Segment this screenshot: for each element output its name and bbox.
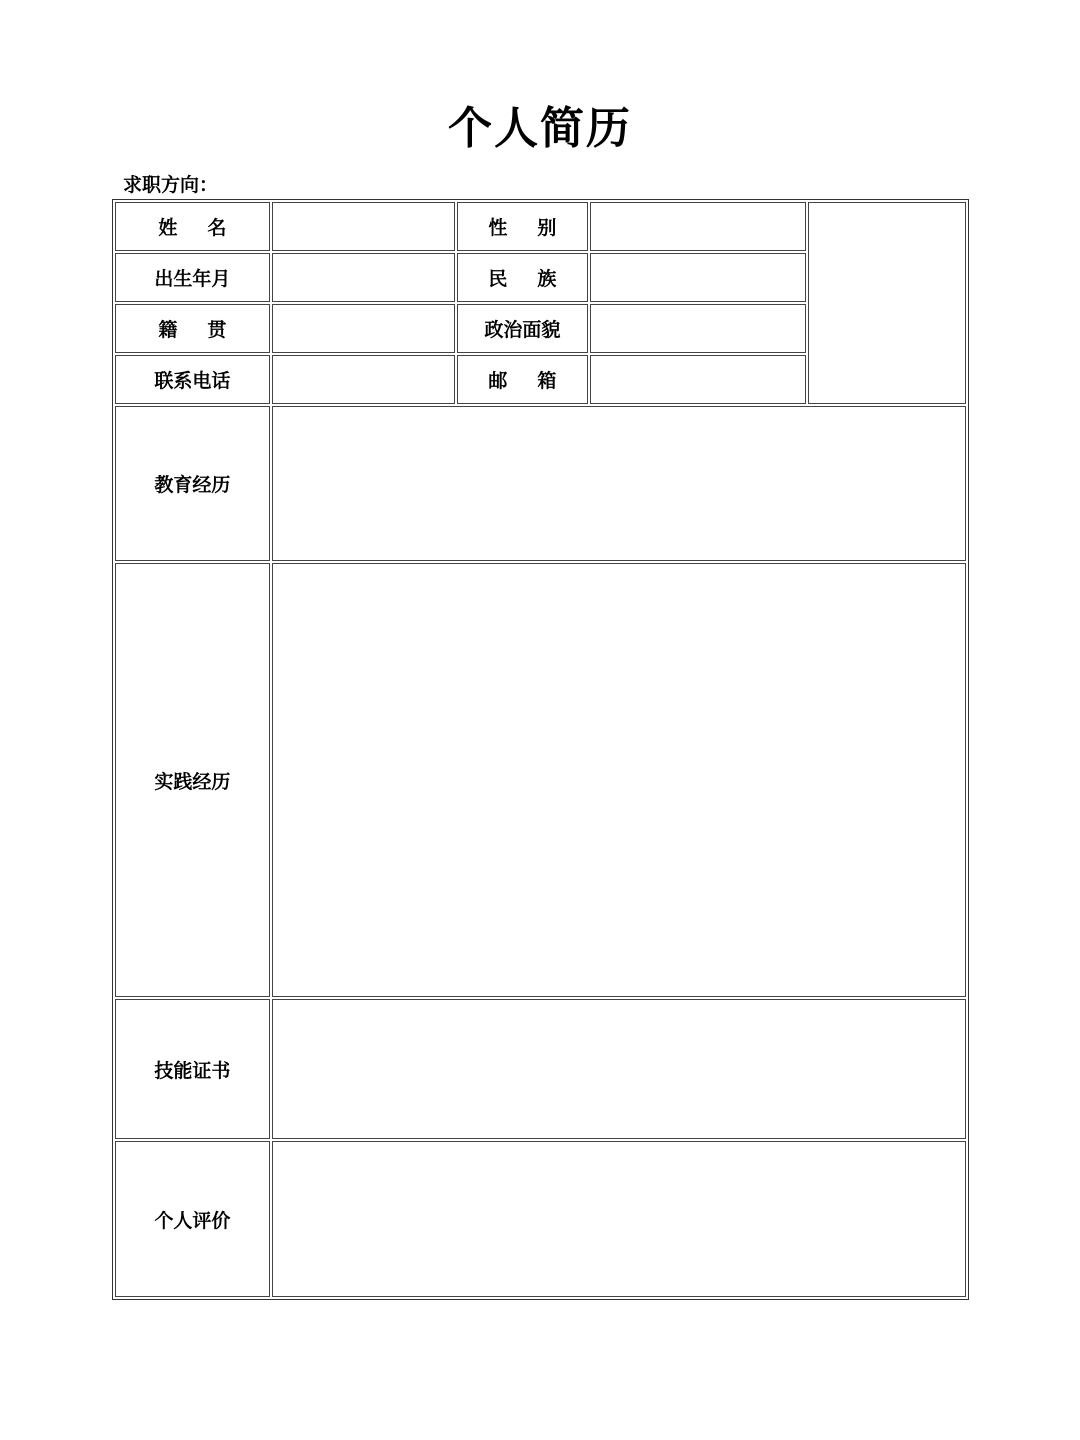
name-value-cell[interactable]	[272, 202, 455, 251]
email-value-cell[interactable]	[590, 355, 806, 404]
phone-label-cell: 联系电话	[115, 355, 270, 404]
skills-label-cell: 技能证书	[115, 999, 270, 1139]
hometown-label-char-2: 贯	[207, 319, 227, 341]
name-label-char-2: 名	[207, 217, 227, 239]
table-row	[115, 999, 966, 1139]
name-label-cell	[115, 202, 270, 251]
ethnicity-label-cell	[457, 253, 589, 302]
hometown-value-cell[interactable]	[272, 304, 455, 353]
photo-cell[interactable]	[808, 202, 966, 404]
resume-table	[112, 199, 969, 1300]
ethnicity-value-cell[interactable]	[590, 253, 806, 302]
gender-label-char-1: 性	[488, 217, 508, 239]
gender-value-cell[interactable]	[590, 202, 806, 251]
evaluation-label-cell: 个人评价	[115, 1141, 270, 1297]
job-direction-label: 求职方向：	[123, 174, 219, 196]
table-row	[115, 202, 966, 251]
education-content-cell[interactable]	[272, 406, 966, 561]
phone-value-cell[interactable]	[272, 355, 455, 404]
email-label-char-2: 箱	[537, 370, 557, 392]
skills-content-cell[interactable]	[272, 999, 966, 1139]
practice-content-cell[interactable]	[272, 563, 966, 997]
table-row	[115, 1141, 966, 1297]
hometown-label-char-1: 籍	[158, 319, 178, 341]
birth-value-cell[interactable]	[272, 253, 455, 302]
table-row	[115, 563, 966, 997]
email-label-char-1: 邮	[488, 370, 508, 392]
page-title: 个人简历	[448, 103, 632, 154]
evaluation-content-cell[interactable]	[272, 1141, 966, 1297]
political-label-cell: 政治面貌	[457, 304, 589, 353]
table-row	[115, 406, 966, 561]
gender-label-char-2: 别	[537, 217, 557, 239]
practice-label-cell: 实践经历	[115, 563, 270, 997]
hometown-label-cell	[115, 304, 270, 353]
ethnicity-label-char-1: 民	[488, 268, 508, 290]
gender-label-cell	[457, 202, 589, 251]
education-label-cell: 教育经历	[115, 406, 270, 561]
political-value-cell[interactable]	[590, 304, 806, 353]
birth-label-cell: 出生年月	[115, 253, 270, 302]
email-label-cell	[457, 355, 589, 404]
name-label-char-1: 姓	[158, 217, 178, 239]
ethnicity-label-char-2: 族	[537, 268, 557, 290]
